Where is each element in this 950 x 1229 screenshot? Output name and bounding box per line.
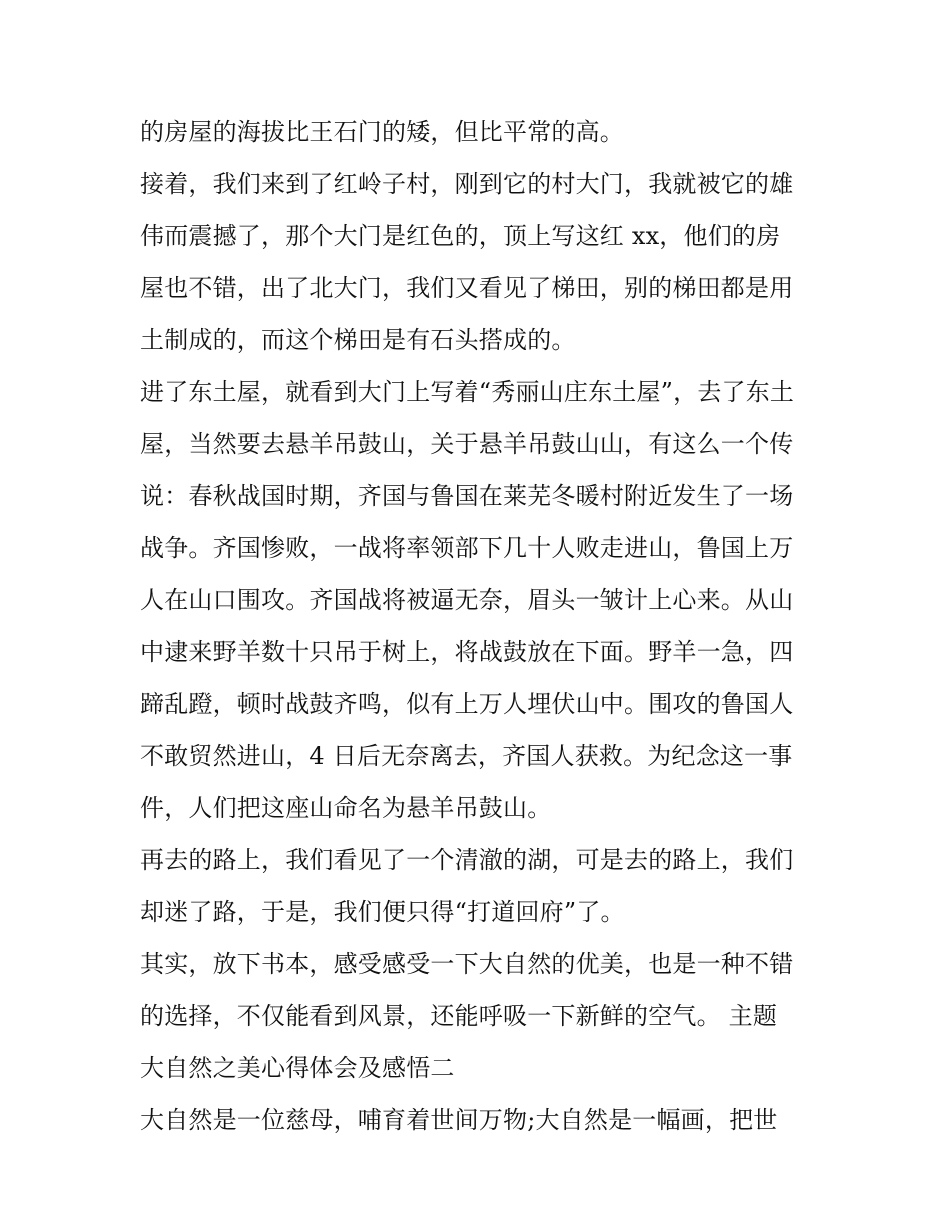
text-line: 却迷了路，于是，我们便只得“打道回府”了。 [140, 898, 625, 926]
text-line: 战争。齐国惨败，一战将率领部下几十人败走进山，鲁国上万 [140, 534, 794, 562]
text-line: 伟而震撼了，那个大门是红色的，顶上写这红 xx，他们的房 [140, 222, 781, 250]
text-line: 中逮来野羊数十只吊于树上，将战鼓放在下面。野羊一急，四 [140, 638, 794, 666]
text-line: 蹄乱蹬，顿时战鼓齐鸣，似有上万人埋伏山中。围攻的鲁国人 [140, 690, 794, 718]
text-line: 其实，放下书本，感受感受一下大自然的优美，也是一种不错 [140, 950, 794, 978]
text-line: 的房屋的海拔比王石门的矮，但比平常的高。 [140, 118, 624, 146]
text-line: 人在山口围攻。齐国战将被逼无奈，眉头一皱计上心来。从山 [140, 586, 794, 614]
text-line: 大自然是一位慈母，哺育着世间万物;大自然是一幅画，把世 [140, 1106, 778, 1134]
text-line: 说：春秋战国时期，齐国与鲁国在莱芜冬暖村附近发生了一场 [140, 482, 794, 510]
document-page [140, 106, 840, 1146]
text-line: 不敢贸然进山，4 日后无奈离去，齐国人获救。为纪念这一事 [140, 742, 793, 770]
text-line: 再去的路上，我们看见了一个清澈的湖，可是去的路上，我们 [140, 846, 794, 874]
text-line: 屋也不错，出了北大门，我们又看见了梯田，别的梯田都是用 [140, 274, 794, 302]
text-line: 屋，当然要去悬羊吊鼓山，关于悬羊吊鼓山山，有这么一个传 [140, 430, 794, 458]
section-heading: 大自然之美心得体会及感悟二 [140, 1054, 455, 1082]
text-line: 进了东土屋，就看到大门上写着“秀丽山庄东土屋”，去了东土 [140, 378, 795, 406]
text-line: 土制成的，而这个梯田是有石头搭成的。 [140, 326, 576, 354]
text-line: 的选择，不仅能看到风景，还能呼吸一下新鲜的空气。 主题 [140, 1002, 778, 1030]
text-line: 件，人们把这座山命名为悬羊吊鼓山。 [140, 794, 552, 822]
text-line: 接着，我们来到了红岭子村，刚到它的村大门，我就被它的雄 [140, 170, 794, 198]
